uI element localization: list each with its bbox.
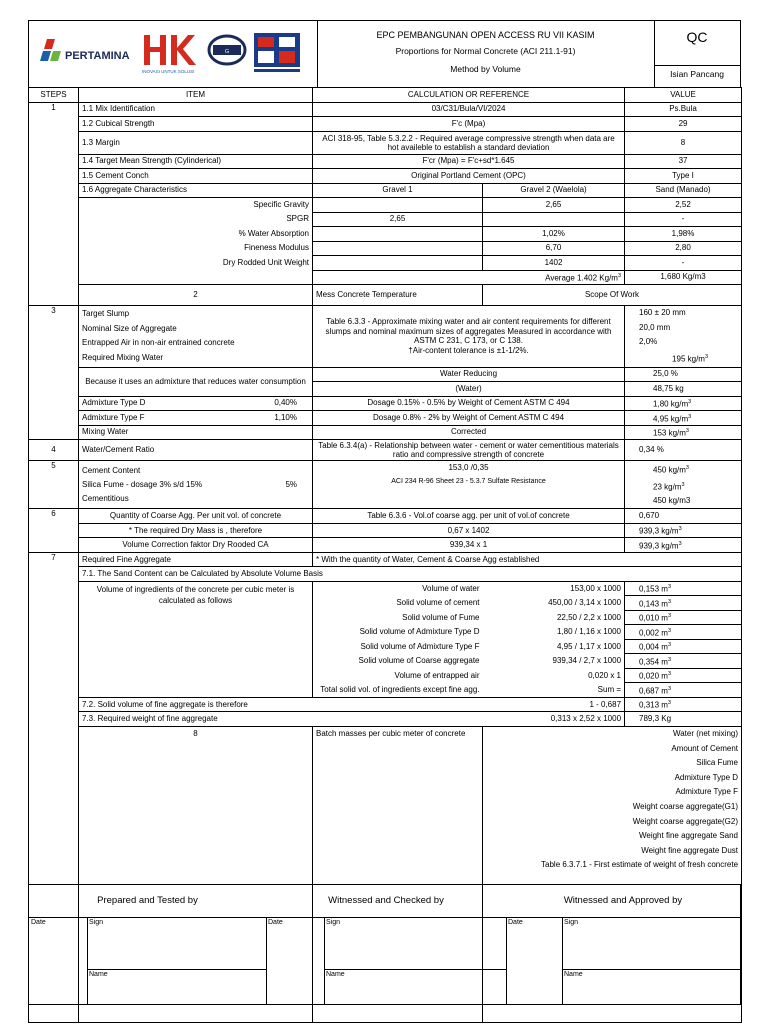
table-row — [29, 538, 742, 553]
table-row — [29, 117, 742, 132]
date-label: Date — [31, 919, 46, 926]
witnessed-approved-heading: Witnessed and Approved by — [563, 895, 683, 906]
value-cell: 0,354 $m^3$ — [625, 654, 742, 669]
item-cell: Cement Content Silica Fume - dosage 3% s/d 15% 5% Cementitious — [79, 461, 313, 509]
table-row — [29, 440, 742, 461]
step-number: 3 — [29, 306, 79, 440]
value-cell: 25,0 % — [625, 367, 742, 382]
vol-formula: 450,00 / 3,14 x 1000 — [483, 596, 625, 611]
value-cell: 0,687 $m^3$ — [625, 683, 742, 698]
table-row — [29, 227, 742, 242]
svg-text:G: G — [224, 49, 230, 55]
item-cell: Batch masses per cubic meter of concrete — [313, 726, 483, 1022]
vol-label: Solid volume of cement — [313, 596, 483, 611]
step-number: 7 — [29, 552, 79, 1022]
value-cell: 0,002 $m^3$ — [625, 625, 742, 640]
calc-cell: 1 - 0,687 — [313, 697, 625, 712]
calc-cell: Scope Of Work — [483, 285, 742, 306]
calc-cell: 153,0 /0,35 ACI 234 R-96 Sheet 23 - 5.3.7 Sulfate Resistance — [313, 461, 625, 509]
item-cell: 7.3. Required weight of fine aggregate — [79, 712, 313, 727]
table-row — [29, 581, 742, 596]
gravel2-cell: 6,70 — [483, 241, 625, 256]
table-row — [29, 154, 742, 169]
qc-label: QC — [686, 29, 708, 45]
svg-text:INOVASI UNTUK SOLUSI: INOVASI UNTUK SOLUSI — [142, 69, 195, 74]
vol-label: Volume of water — [313, 581, 483, 596]
item-cell: 1.3 Margin — [79, 131, 313, 154]
item-cell: 1.6 Aggregate Characteristics — [79, 183, 313, 198]
value-cell: Type I — [625, 169, 742, 184]
gravel2-cell: 1,02% — [483, 227, 625, 242]
calc-cell: ACI 318-95, Table 5.3.2.2 - Required average compressive strength when data are hot availeble to establish a standard deviation — [313, 131, 625, 154]
value-cell: 939,3 $kg/m^3$ — [625, 538, 742, 553]
project-title: EPC PEMBANGUNAN OPEN ACCESS RU VII KASIM — [376, 30, 595, 40]
table-row — [29, 198, 742, 213]
step-number: 2 — [79, 285, 313, 306]
sign-label: Sign — [89, 919, 104, 926]
value-cell: 450 $kg/m^3$ 23 $kg/m^3$ 450 kg/m3 — [625, 461, 742, 509]
date-label: Date — [508, 919, 523, 926]
table-row — [29, 102, 742, 117]
table-row — [29, 425, 742, 440]
table-row — [29, 169, 742, 184]
witnessed-checked-heading: Witnessed and Checked by — [328, 895, 444, 906]
prepared-by-heading: Prepared and Tested by — [97, 895, 198, 906]
signature-block — [28, 884, 741, 1005]
value-cell: 0,010 $m^3$ — [625, 610, 742, 625]
item-cell: Volume of ingredients of the concrete per cubic meter is calculated as follows — [79, 581, 313, 697]
calc-cell: Corrected — [313, 425, 625, 440]
sand-header: Sand (Manado) — [625, 183, 742, 198]
pertamina-logo — [39, 33, 149, 73]
value-cell: 0,313 $m^3$ — [625, 697, 742, 712]
value-cell: 8 — [625, 131, 742, 154]
value-cell: 0,020 $m^3$ — [625, 668, 742, 683]
value-cell: 160 ± 20 mm 20,0 mm 2,0% 195 $kg/m^3$ — [625, 306, 742, 368]
sand-cell: 2,52 — [625, 198, 742, 213]
value-cell: 0,670 — [625, 509, 742, 524]
document-title — [317, 21, 655, 87]
item-cell: 7.2. Solid volume of fine aggregate is therefore — [79, 697, 313, 712]
vol-label: Solid volume of Coarse aggregate — [313, 654, 483, 669]
value-cell: 0,153 $m^3$ — [625, 581, 742, 596]
calc-cell: 03/C31/Bula/VI/2024 — [313, 102, 625, 117]
gravel2-header: Gravel 2 (Waelola) — [483, 183, 625, 198]
calc-cell: 939,34 x 1 — [313, 538, 625, 553]
item-cell: Water/Cement Ratio — [79, 440, 313, 461]
item-cell: Admixture Type F 1,10% — [79, 411, 313, 426]
vol-formula: Sum = — [483, 683, 625, 698]
table-row — [29, 270, 742, 285]
calc-cell: Table 6.3.6 - Vol.of coarse agg. per unit of vol.of concrete — [313, 509, 625, 524]
gravel2-cell: 2,65 — [483, 198, 625, 213]
vol-formula: 1,80 / 1,16 x 1000 — [483, 625, 625, 640]
table-row — [29, 306, 742, 368]
table-row — [29, 567, 742, 582]
standard-title: Proportions for Normal Concrete (ACI 211.1-91) — [395, 46, 576, 56]
value-cell: 0,143 $m^3$ — [625, 596, 742, 611]
item-cell: 1.5 Cement Conch — [79, 169, 313, 184]
calc-cell: Table 6.3.3 - Approximate mixing water and air content requirements for different slumps and nominal maximum sizes of aggregates Measured in accordance with ASTM C 231, C 173, or C 138. †Air-content tolerance is ±1-1/2%. — [313, 306, 625, 368]
name-label: Name — [564, 971, 583, 978]
table-row — [29, 552, 742, 567]
item-cell: Fineness Modulus — [79, 241, 313, 256]
vol-formula: 153,00 x 1000 — [483, 581, 625, 596]
value-cell: 1,80 $kg/m^3$ — [625, 396, 742, 411]
table-row — [29, 241, 742, 256]
table-row — [29, 212, 742, 227]
table-row — [29, 367, 742, 382]
sand-cell: 2,80 — [625, 241, 742, 256]
item-cell: Volume Correction faktor Dry Rooded CA — [79, 538, 313, 553]
step-number: 5 — [29, 461, 79, 509]
subsection-label: 7.1. The Sand Content can be Calculated by Absolute Volume Basis — [79, 567, 742, 582]
document-header — [28, 20, 741, 88]
calc-cell: F'cr (Mpa) = F'c+sd*1.645 — [313, 154, 625, 169]
gravel1-header: Gravel 1 — [313, 183, 483, 198]
sand-cell: 1,98% — [625, 227, 742, 242]
table-row — [29, 183, 742, 198]
item-cell: SPGR — [79, 212, 313, 227]
qc-subtitle: Isian Pancang — [654, 65, 740, 89]
item-cell: 1.4 Target Mean Strength (Cylinderical) — [79, 154, 313, 169]
average-cell: Average 1.402 $Kg/m^3$ — [313, 270, 625, 285]
table-row — [29, 509, 742, 524]
vol-formula: 4,95 / 1,17 x 1000 — [483, 639, 625, 654]
item-cell: Target Slump Nominal Size of Aggregate Entrapped Air in non-air entrained concrete Required Mixing Water — [79, 306, 313, 368]
table-row — [29, 523, 742, 538]
step-number: 4 — [29, 440, 79, 461]
step-number: 1 — [29, 102, 79, 306]
table-row — [29, 461, 742, 509]
item-cell: Required Fine Aggregate — [79, 552, 313, 567]
value-cell: Ps.Bula — [625, 102, 742, 117]
sign-label: Sign — [326, 919, 341, 926]
calc-cell: Table 6.3.4(a) - Relationship between water - cement or water cementitious materials ratio and compressive strength of concrete — [313, 440, 625, 461]
value-cell: 789,3 Kg — [625, 712, 742, 727]
calc-cell: Water Reducing — [313, 367, 625, 382]
col-item: ITEM — [79, 88, 313, 103]
sign-label: Sign — [564, 919, 579, 926]
value-cell: 29 — [625, 117, 742, 132]
calc-cell: F'c (Mpa) — [313, 117, 625, 132]
mix-design-table — [28, 87, 742, 1023]
logo-area — [29, 21, 318, 87]
calc-cell: 0,67 x 1402 — [313, 523, 625, 538]
qc-box — [654, 21, 740, 87]
item-cell: 1.1 Mix Identification — [79, 102, 313, 117]
table-row — [29, 712, 742, 727]
method-title: Method by Volume — [450, 64, 521, 74]
table-row — [29, 697, 742, 712]
sand-cell: - — [625, 256, 742, 271]
table-row — [29, 256, 742, 271]
item-cell: % Water Absorption — [79, 227, 313, 242]
value-cell: 0,34 % — [625, 440, 742, 461]
vol-label: Solid volume of Admixture Type D — [313, 625, 483, 640]
table-row — [29, 285, 742, 306]
item-cell: Specific Gravity — [79, 198, 313, 213]
vol-label: Solid volume of Fume — [313, 610, 483, 625]
value-cell: 939,3 $kg/m^3$ — [625, 523, 742, 538]
table-header-row — [29, 88, 742, 103]
name-label: Name — [326, 971, 345, 978]
calc-cell: (Water) — [313, 382, 625, 397]
item-cell: Admixture Type D 0,40% — [79, 396, 313, 411]
item-cell: Mess Concrete Temperature — [313, 285, 483, 306]
vol-label: Total solid vol. of ingredients except fine agg. — [313, 683, 483, 698]
company-seal-logo — [252, 31, 302, 75]
step-number: 6 — [29, 509, 79, 553]
col-calc: CALCULATION OR REFERENCE — [313, 88, 625, 103]
calc-cell: Dosage 0.15% - 0.5% by Weight of Cement ASTM C 494 — [313, 396, 625, 411]
svg-text:PERTAMINA: PERTAMINA — [65, 50, 130, 62]
table-row — [29, 396, 742, 411]
hk-logo — [141, 31, 203, 75]
item-cell: * The required Dry Mass is , therefore — [79, 523, 313, 538]
table-row — [29, 411, 742, 426]
value-cell: 0,004 $m^3$ — [625, 639, 742, 654]
value-cell: 4,95 $kg/m^3$ — [625, 411, 742, 426]
date-label: Date — [268, 919, 283, 926]
gravel2-cell: 1402 — [483, 256, 625, 271]
vol-formula: 939,34 / 2,7 x 1000 — [483, 654, 625, 669]
item-cell: Because it uses an admixture that reduces water consumption — [79, 367, 313, 396]
value-cell: 1,680 Kg/m3 — [625, 270, 742, 285]
item-cell: Mixing Water — [79, 425, 313, 440]
value-cell: 153 $kg/m^3$ — [625, 425, 742, 440]
item-cell: 1.2 Cubical Strength — [79, 117, 313, 132]
sand-cell: - — [625, 212, 742, 227]
vol-label: Volume of entrapped air — [313, 668, 483, 683]
col-steps: STEPS — [29, 88, 79, 103]
value-cell: 37 — [625, 154, 742, 169]
table-row — [29, 131, 742, 154]
gravel1-cell: 2,65 — [313, 212, 483, 227]
vol-formula: 22,50 / 2,2 x 1000 — [483, 610, 625, 625]
calc-cell: Original Portland Cement (OPC) — [313, 169, 625, 184]
calc-cell: * With the quantity of Water, Cement & Coarse Agg established — [313, 552, 742, 567]
item-cell: Quantity of Coarse Agg. Per unit vol. of concrete — [79, 509, 313, 524]
calc-cell: 0,313 x 2,52 x 1000 — [313, 712, 625, 727]
step-number: 8 — [79, 726, 313, 1022]
calc-cell: Dosage 0.8% - 2% by Weight of Cement ASTM C 494 — [313, 411, 625, 426]
col-value: VALUE — [625, 88, 742, 103]
gerbang-logo — [207, 33, 247, 67]
batch-labels: Water (net mixing) Amount of Cement Silica Fume Admixture Type D Admixture Type F Weight coarse aggregate(G1) Weight coarse aggregate(G2) Weight fine aggregate Sand Weight fine aggregate Dust Table 6.3.7.1 - First estimate of weight of fresh concrete — [483, 726, 742, 1022]
item-cell: Dry Rodded Unit Weight — [79, 256, 313, 271]
vol-label: Solid volume of Admixture Type F — [313, 639, 483, 654]
vol-formula: 0,020 x 1 — [483, 668, 625, 683]
name-label: Name — [89, 971, 108, 978]
value-cell: 48,75 kg — [625, 382, 742, 397]
